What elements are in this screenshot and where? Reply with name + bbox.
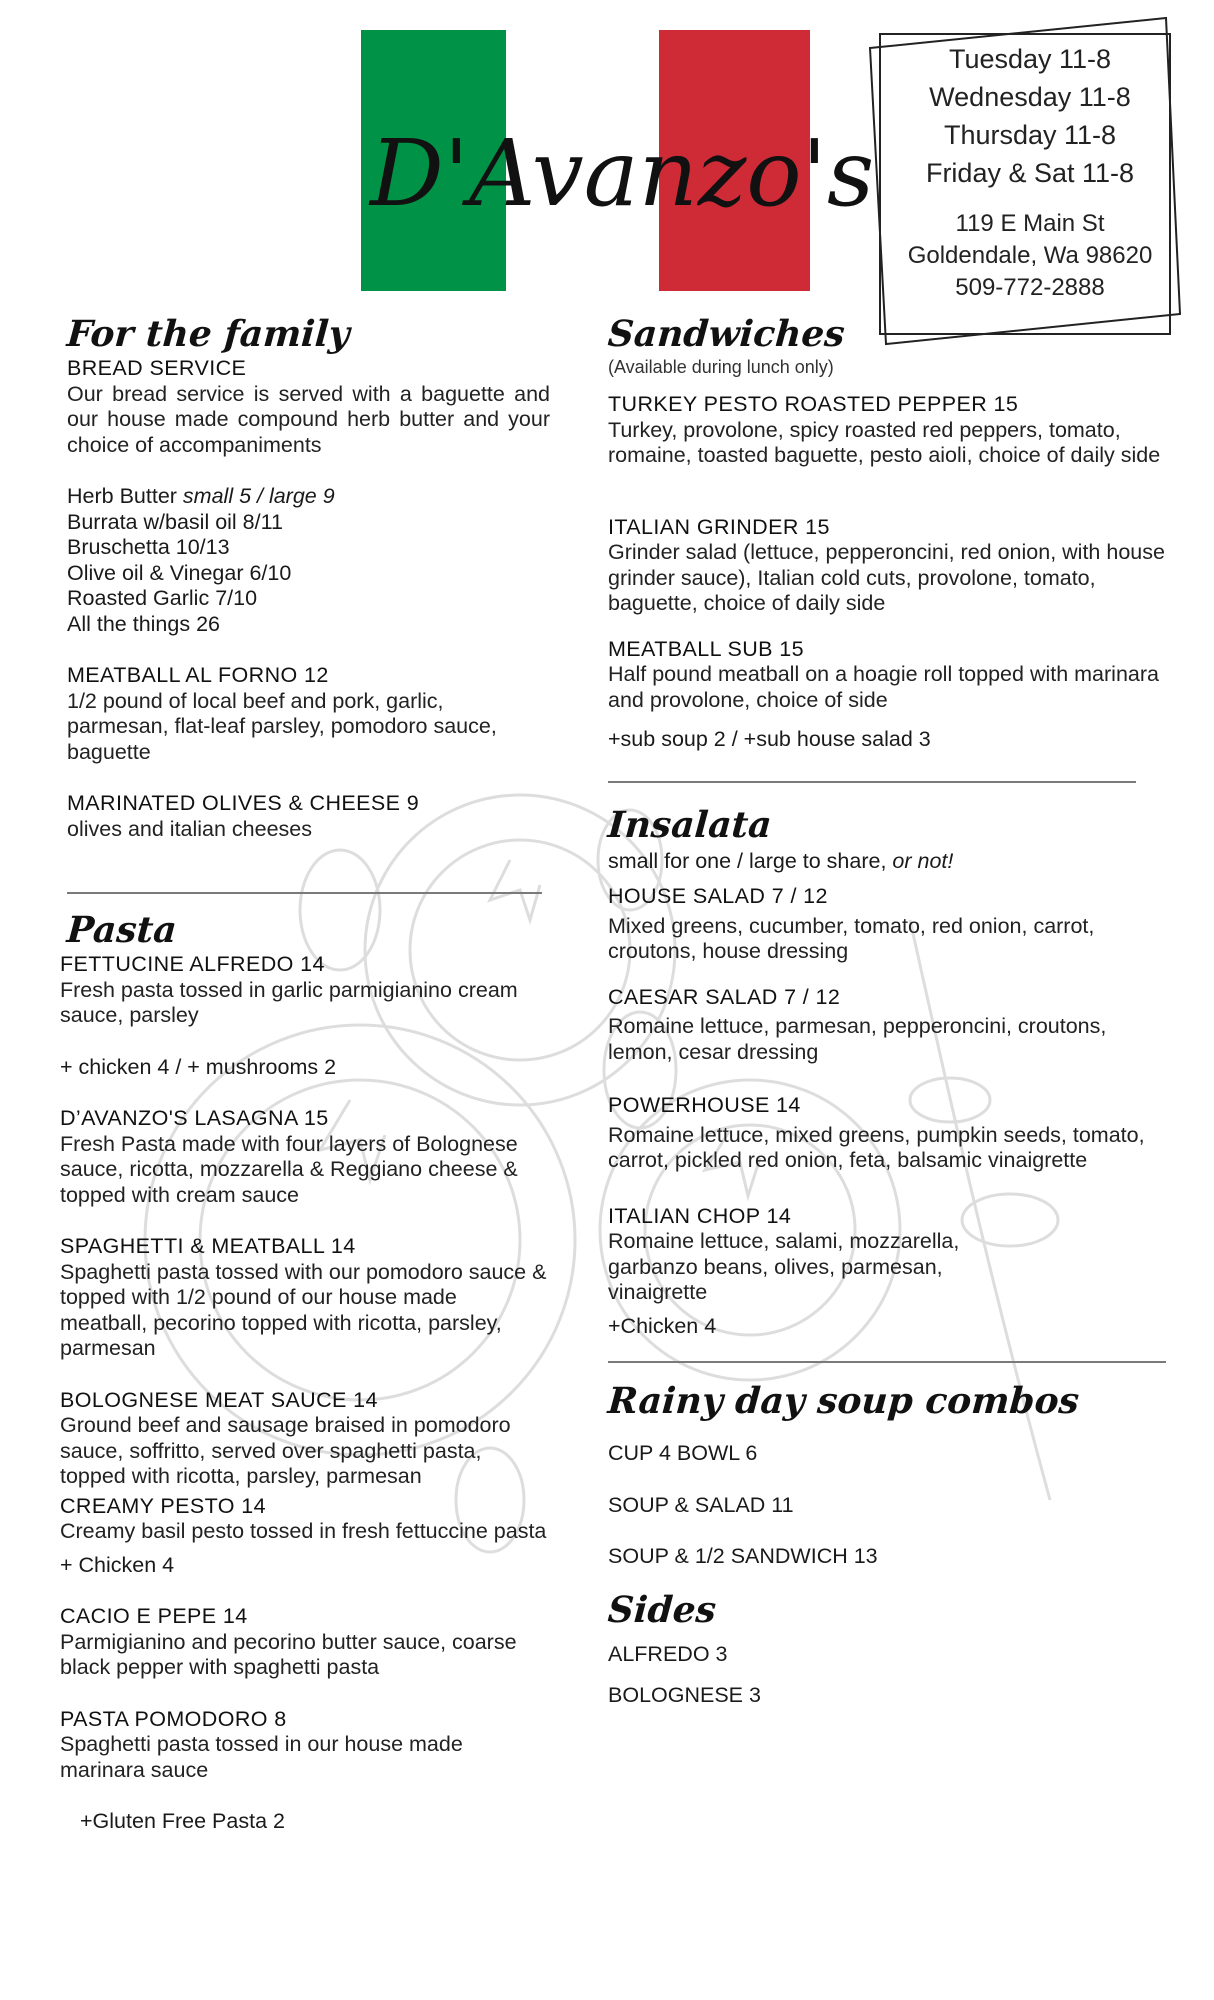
brand-name: D'Avanzo's [370, 120, 875, 227]
item-name: CACIO E PEPE 14 [60, 1604, 248, 1628]
hours-line: Tuesday 11-8 [948, 44, 1112, 74]
menu-item [608, 884, 1168, 965]
menu-item [60, 952, 550, 1080]
menu-item [60, 1707, 550, 1784]
item-desc: Romaine lettuce, parmesan, pepperoncini, croutons, lemon, cesar dressing [608, 1014, 1107, 1064]
menu-item [60, 1388, 550, 1490]
soup-line: CUP 4 BOWL 6 [608, 1441, 758, 1465]
phone-number: 509-772-2888 [955, 274, 1105, 301]
sandwiches-availability: (Available during lunch only) [608, 357, 834, 377]
hours-line: Friday & Sat 11-8 [925, 158, 1135, 188]
section-divider [608, 781, 1136, 783]
soup-line: SOUP & SALAD 11 [608, 1492, 794, 1517]
item-name: POWERHOUSE 14 [608, 1093, 801, 1117]
pasta-list [60, 952, 550, 1835]
menu-item [67, 791, 550, 842]
hours-line: Wednesday 11-8 [929, 82, 1131, 112]
menu-item [608, 1093, 1168, 1174]
item-name: SPAGHETTI & MEATBALL 14 [60, 1234, 356, 1258]
menu-item [608, 1204, 1168, 1306]
item-addon: + chicken 4 / + mushrooms 2 [60, 1054, 337, 1079]
insalata-chicken-note: +Chicken 4 [608, 1313, 717, 1338]
left-column [60, 312, 550, 1835]
item-name: PASTA POMODORO 8 [60, 1706, 287, 1731]
side-line: ALFREDO 3 [608, 1641, 728, 1666]
item-desc: Spaghetti pasta tossed in our house made marinara sauce [60, 1732, 463, 1782]
section-divider [608, 1361, 1166, 1363]
item-desc: 1/2 pound of local beef and pork, garlic, parmesan, flat-leaf parsley, pomodoro sauce, baguette [67, 688, 497, 764]
item-name: MEATBALL AL FORNO 12 [67, 663, 329, 687]
address-block [880, 208, 1180, 304]
item-desc: Fresh pasta tossed in garlic parmigianino cream sauce, parsley [60, 977, 518, 1027]
brand-logo [370, 110, 875, 230]
item-name: CREAMY PESTO 14 [60, 1493, 266, 1518]
item-name: BOLOGNESE MEAT SAUCE 14 [60, 1387, 378, 1412]
item-name: ITALIAN GRINDER 15 [608, 514, 830, 539]
item-name: MARINATED OLIVES & CHEESE 9 [67, 791, 420, 815]
section-title-sides: Sides [606, 1588, 718, 1631]
list-item: All the things 26 [67, 611, 221, 636]
item-name: MEATBALL SUB 15 [608, 636, 804, 661]
item-name: TURKEY PESTO ROASTED PEPPER 15 [608, 392, 1019, 416]
menu-item [608, 515, 1168, 617]
section-title-sandwiches: Sandwiches [606, 313, 847, 355]
accompaniment-list [67, 484, 550, 637]
soup-line: SOUP & 1/2 SANDWICH 13 [608, 1544, 878, 1568]
menu-item [608, 637, 1168, 714]
list-item: Olive oil & Vinegar 6/10 [67, 560, 292, 585]
side-line: BOLOGNESE 3 [608, 1683, 761, 1707]
hours-line: Thursday 11-8 [943, 120, 1117, 150]
section-title-insalata: Insalata [606, 803, 774, 846]
menu-item [60, 1234, 550, 1362]
item-desc: Parmigianino and pecorino butter sauce, coarse black pepper with spaghetti pasta [60, 1629, 517, 1679]
item-desc: Half pound meatball on a hoagie roll topped with marinara and provolone, choice of side [608, 662, 1159, 712]
item-desc: Spaghetti pasta tossed with our pomodoro sauce & topped with 1/2 pound of our house made meatball, pecorino topped with ricotta, parsley, parmesan [60, 1259, 547, 1360]
bread-service-name: BREAD SERVICE [67, 356, 247, 380]
menu-item [67, 663, 550, 765]
item-desc: Romaine lettuce, mixed greens, pumpkin seeds, tomato, carrot, pickled red onion, feta, balsamic vinaigrette [608, 1122, 1145, 1172]
item-desc: Mixed greens, cucumber, tomato, red onion, carrot, croutons, house dressing [608, 913, 1095, 963]
item-name: FETTUCINE ALFREDO 14 [60, 952, 325, 976]
list-item: Burrata w/basil oil 8/11 [67, 509, 283, 534]
item-desc: Ground beef and sausage braised in pomodoro sauce, soffritto, served over spaghetti pasta, topped with ricotta, parsley, parmesan [60, 1413, 511, 1488]
gluten-free-note: +Gluten Free Pasta 2 [80, 1809, 285, 1833]
menu-item [608, 985, 1168, 1066]
menu-item [60, 1604, 550, 1681]
city-address: Goldendale, Wa 98620 [907, 242, 1153, 269]
section-title-family: For the family [65, 313, 351, 355]
item-name: CAESAR SALAD 7 / 12 [608, 984, 841, 1009]
item-desc: Fresh Pasta made with four layers of Bolognese sauce, ricotta, mozzarella & Reggiano cheese & topped with cream sauce [60, 1131, 518, 1207]
item-desc: olives and italian cheeses [67, 816, 313, 841]
item-desc: Grinder salad (lettuce, pepperoncini, red onion, with house grinder sauce), Italian cold cuts, provolone, tomato, baguette, choice of daily side [608, 540, 1165, 615]
menu-item [60, 1106, 550, 1208]
item-desc: Creamy basil pesto tossed in fresh fettuccine pasta [60, 1519, 547, 1543]
item-name: D’AVANZO'S LASAGNA 15 [60, 1106, 329, 1130]
right-column [608, 312, 1168, 1709]
item-desc: Romaine lettuce, salami, mozzarella, garbanzo beans, olives, parmesan, vinaigrette [608, 1229, 960, 1304]
item-name: ITALIAN CHOP 14 [608, 1203, 792, 1228]
list-item: Bruschetta 10/13 [67, 535, 230, 559]
insalata-intro: small for one / large to share, or not! [608, 848, 954, 873]
hours-box [880, 40, 1180, 304]
item-addon: + Chicken 4 [60, 1552, 175, 1577]
sandwich-sub-note: +sub soup 2 / +sub house salad 3 [608, 727, 931, 751]
item-name: HOUSE SALAD 7 / 12 [608, 884, 828, 908]
list-item: Herb Butter small 5 / large 9 [67, 484, 335, 508]
street-address: 119 E Main St [955, 210, 1105, 237]
section-title-soup: Rainy day soup combos [606, 1380, 1081, 1422]
section-divider [67, 892, 542, 894]
item-desc: Turkey, provolone, spicy roasted red peppers, tomato, romaine, toasted baguette, pesto aioli, choice of daily side [608, 417, 1161, 467]
bread-service-desc: Our bread service is served with a baguette and our house made compound herb butter and your choice of accompaniments [67, 381, 550, 457]
menu-item [60, 1494, 550, 1579]
menu-item [608, 392, 1168, 469]
list-item: Roasted Garlic 7/10 [67, 586, 258, 610]
section-title-pasta: Pasta [65, 909, 179, 951]
